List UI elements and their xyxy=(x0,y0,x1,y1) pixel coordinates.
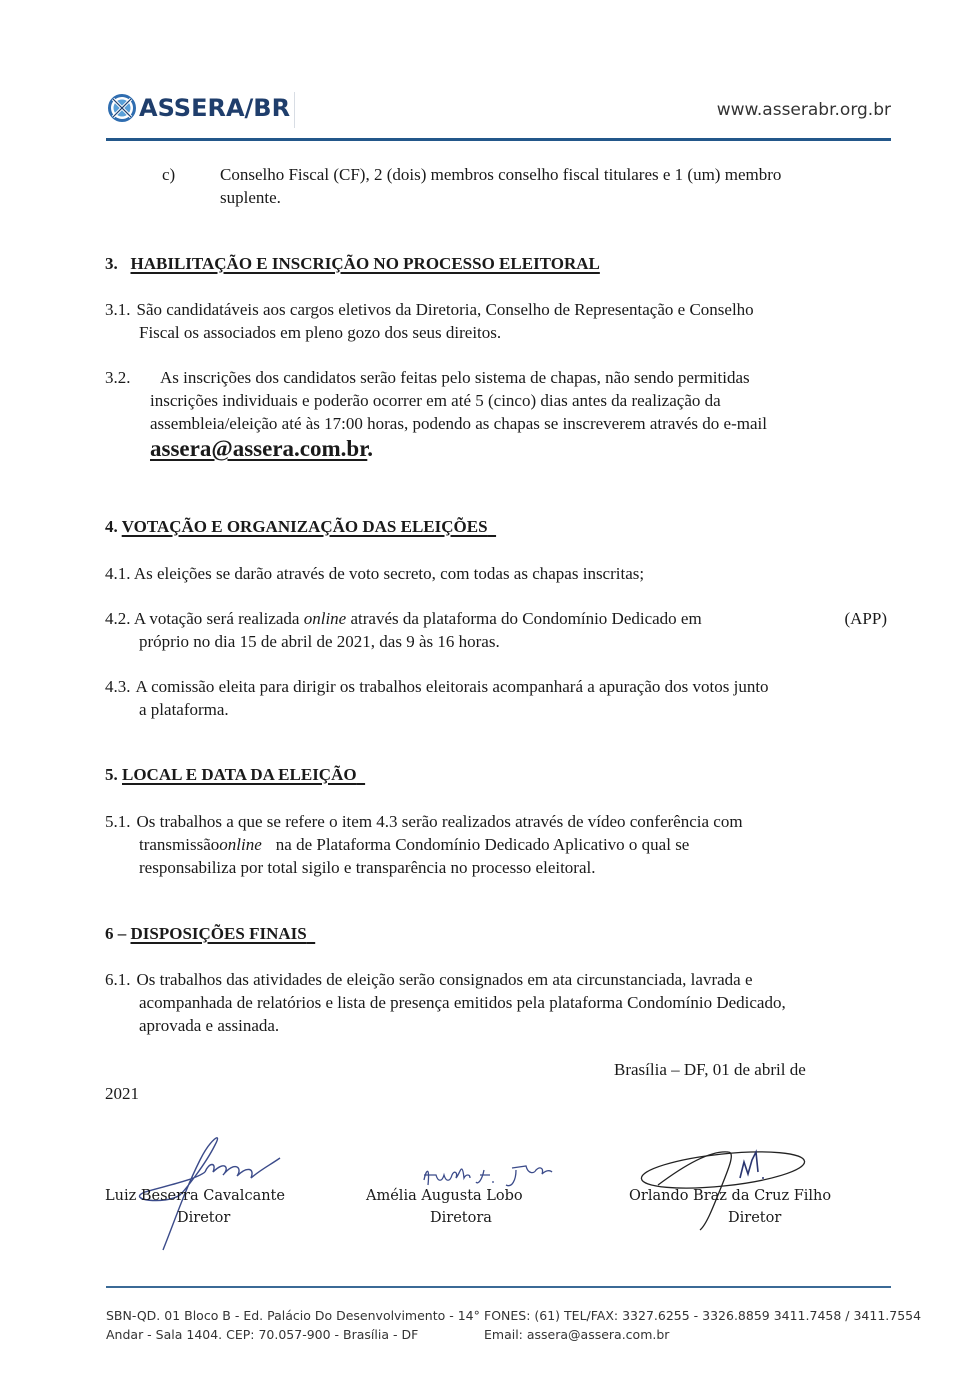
item-c-text xyxy=(220,163,882,209)
paragraph-4-3 xyxy=(105,675,882,721)
section-5-number: 5. xyxy=(105,765,118,784)
section-3-title: HABILITAÇÃO E INSCRIÇÃO NO PROCESSO ELEITORAL xyxy=(130,254,600,273)
paragraph-3-2-line-3: assembleia/eleição até às 17:00 horas, podendo as chapas se inscreverem através do e-mail xyxy=(150,414,767,433)
paragraph-3-2-number: 3.2. xyxy=(105,368,131,387)
online-italic: online xyxy=(303,609,347,628)
footer-address xyxy=(106,1306,480,1344)
paragraph-3-1-line-2: Fiscal os associados em pleno gozo dos seus direitos. xyxy=(139,323,502,342)
section-5-title: LOCAL E DATA DA ELEIÇÃO xyxy=(122,765,357,784)
app-label: (APP) xyxy=(844,609,887,628)
paragraph-4-3-line-1: 4.3. A comissão eleita para dirigir os trabalhos eleitorais acompanhará a apuração dos votos junto xyxy=(105,677,769,696)
section-4-number: 4. xyxy=(105,517,118,536)
signatory-1-name: Luiz Beserra Cavalcante xyxy=(105,1188,285,1204)
site-url: www.asserabr.org.br xyxy=(716,100,891,120)
paragraph-3-2-email-line: assera@assera.com.br. xyxy=(150,436,374,461)
signatory-2-name: Amélia Augusta Lobo xyxy=(366,1188,523,1204)
section-4-heading xyxy=(105,517,496,537)
paragraph-5-1 xyxy=(105,810,882,879)
header-rule xyxy=(106,138,891,141)
paragraph-4-2-number: 4.2. xyxy=(105,609,131,628)
footer-address-line-1: SBN-QD. 01 Bloco B - Ed. Palácio Do Desenvolvimento - 14° xyxy=(106,1308,480,1323)
logo-text: ASSERA/BR xyxy=(139,94,291,122)
paragraph-4-1-number: 4.1. xyxy=(105,564,131,583)
section-6-title: DISPOSIÇÕES FINAIS xyxy=(130,924,307,943)
email-link[interactable]: assera@assera.com.br xyxy=(150,436,368,461)
signatory-3-name: Orlando Braz da Cruz Filho xyxy=(629,1188,832,1204)
item-c-line-2: suplente. xyxy=(220,188,281,207)
section-4-title: VOTAÇÃO E ORGANIZAÇÃO DAS ELEIÇÕES xyxy=(121,517,488,536)
assera-emblem-icon xyxy=(108,94,136,122)
section-5-heading xyxy=(105,765,365,785)
section-3-number: 3. xyxy=(105,254,118,273)
footer-phones: FONES: (61) TEL/FAX: 3327.6255 - 3326.8859 3411.7458 / 3411.7554 xyxy=(484,1308,922,1323)
paragraph-3-1 xyxy=(105,298,882,344)
paragraph-6-1-line-1: 6.1. Os trabalhos das atividades de eleição serão consignados em ata circunstanciada, lavrada e xyxy=(105,970,753,989)
paragraph-3-1-number: 3.1. xyxy=(105,300,131,319)
paragraph-6-1-number: 6.1. xyxy=(105,970,131,989)
paragraph-6-1-line-2: acompanhada de relatórios e lista de presença emitidos pela plataforma Condomínio Dedicado, xyxy=(139,993,786,1012)
paragraph-6-1 xyxy=(105,968,885,1037)
paragraph-5-1-line-3: responsabiliza por total sigilo e transparência no processo eleitoral. xyxy=(139,858,596,877)
footer-email[interactable]: Email: assera@assera.com.br xyxy=(484,1327,670,1342)
footer-address-line-2: Andar - Sala 1404. CEP: 70.057-900 - Brasília - DF xyxy=(106,1327,419,1342)
date-place: Brasília – DF, 01 de abril de xyxy=(614,1060,806,1079)
paragraph-4-2-line-2: próprio no dia 15 de abril de 2021, das 9 às 16 horas. xyxy=(139,632,500,651)
signatory-1-role: Diretor xyxy=(177,1210,231,1226)
paragraph-4-3-number: 4.3. xyxy=(105,677,131,696)
paragraph-5-1-line-2: transmissão online na de Plataforma Condomínio Dedicado Aplicativo o qual se xyxy=(139,835,690,854)
section-3-heading xyxy=(105,254,600,274)
paragraph-5-1-number: 5.1. xyxy=(105,812,131,831)
paragraph-6-1-line-3: aprovada e assinada. xyxy=(139,1016,280,1035)
signature-block-1 xyxy=(105,1120,295,1255)
item-c-line-1: Conselho Fiscal (CF), 2 (dois) membros conselho fiscal titulares e 1 (um) membro xyxy=(220,165,782,184)
logo-divider xyxy=(294,92,295,128)
paragraph-4-1 xyxy=(105,562,882,585)
date-year: 2021 xyxy=(105,1084,139,1103)
signatory-3-role: Diretor xyxy=(728,1210,782,1226)
section-6-number: 6 – xyxy=(105,924,127,943)
signature-block-3 xyxy=(628,1130,838,1240)
paragraph-4-2 xyxy=(105,607,887,653)
signature-block-2 xyxy=(366,1130,576,1240)
section-6-heading xyxy=(105,924,315,944)
paragraph-3-2 xyxy=(105,366,882,462)
assera-logo xyxy=(108,94,290,122)
paragraph-3-2-line-2: inscrições individuais e poderão ocorrer em até 5 (cinco) dias antes da realização da xyxy=(150,391,721,410)
online-italic-2: online xyxy=(219,835,262,854)
paragraph-4-2-line-1: 4.2. A votação será realizada online através da plataforma do Condomínio Dedicado em (APP) xyxy=(105,609,887,628)
paragraph-3-2-line-1: 3.2. As inscrições dos candidatos serão feitas pelo sistema de chapas, não sendo permitidas xyxy=(105,368,750,387)
paragraph-3-1-line-1: 3.1. São candidatáveis aos cargos eletivos da Diretoria, Conselho de Representação e Conselho xyxy=(105,300,754,319)
item-c-marker: c) xyxy=(162,165,176,184)
signatory-2-role: Diretora xyxy=(430,1210,492,1226)
paragraph-4-3-line-2: a plataforma. xyxy=(139,700,229,719)
footer-rule xyxy=(106,1286,891,1288)
footer-contact xyxy=(484,1306,921,1344)
paragraph-5-1-line-1: 5.1. Os trabalhos a que se refere o item 4.3 serão realizados através de vídeo conferência com xyxy=(105,812,743,831)
paragraph-4-1-text: As eleições se darão através de voto secreto, com todas as chapas inscritas; xyxy=(133,564,645,583)
